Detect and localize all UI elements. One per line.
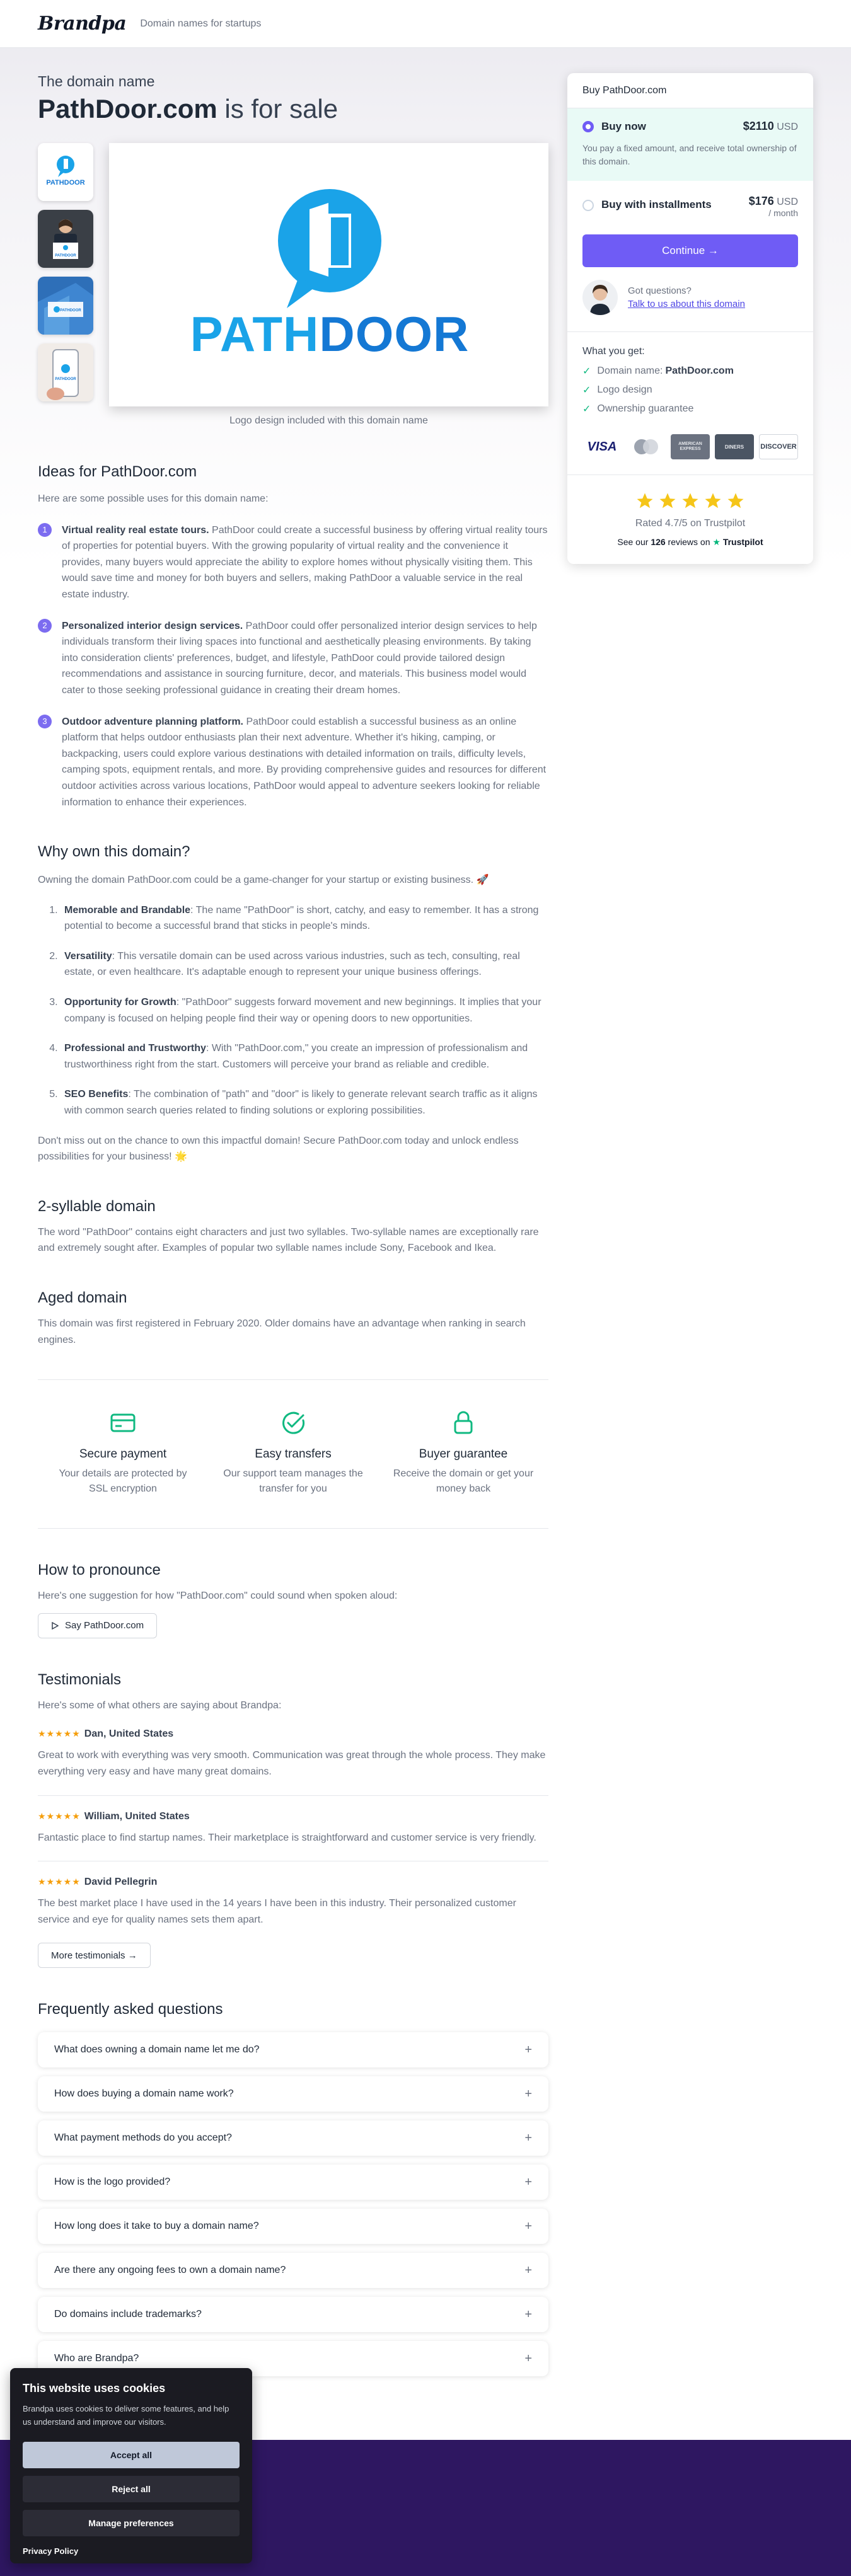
divider	[38, 1528, 548, 1529]
check-icon: ✓	[582, 385, 591, 396]
check-icon: ✓	[582, 366, 591, 377]
trustpilot-rating	[567, 475, 813, 564]
reject-all-button[interactable]: Reject all	[23, 2476, 240, 2502]
cookie-title: This website uses cookies	[23, 2382, 166, 2395]
feature-buyer-guarantee	[378, 1409, 548, 1497]
privacy-policy-link[interactable]: Privacy Policy	[23, 2546, 79, 2556]
pathdoor-logo	[109, 143, 548, 406]
rating-stars: ★★★★★	[38, 1728, 81, 1739]
hero-suffix: is for sale	[217, 94, 339, 124]
plus-icon: +	[524, 2175, 532, 2189]
aged-text: This domain was first registered in February 2020. Older domains have an advantage when ranking in search engines.	[38, 1318, 526, 1345]
feature-desc: Your details are protected by SSL encryption	[59, 1468, 187, 1495]
faq-item[interactable]: What payment methods do you accept? +	[38, 2120, 548, 2156]
feature-desc: Receive the domain or get your money back	[393, 1468, 534, 1495]
get-item: ✓ Domain name: PathDoor.com	[582, 365, 734, 377]
ideas-section	[38, 463, 548, 810]
testimonial-item	[38, 1861, 548, 1943]
buy-panel	[567, 73, 813, 564]
logo-gallery	[38, 143, 548, 439]
buy-now-label: Buy now	[601, 120, 646, 132]
svg-text:PATHDOOR: PATHDOOR	[60, 309, 81, 313]
contact-row	[567, 267, 813, 332]
hero-headline	[38, 94, 548, 124]
payment-methods	[567, 428, 813, 475]
plus-icon: +	[524, 2263, 532, 2277]
thumbnail-person[interactable]	[38, 210, 93, 268]
faq-item[interactable]: Who are Brandpa? +	[38, 2341, 548, 2376]
hero-logo-image	[109, 143, 548, 406]
divider	[38, 1379, 548, 1380]
features-row	[38, 1409, 548, 1497]
testimonial-author: David Pellegrin	[84, 1877, 158, 1888]
accept-all-button[interactable]: Accept all	[23, 2442, 240, 2468]
why-item: 2. Versatility: This versatile domain can be used across various industries, such as tech, consulting, real estate, or even healthcare. It's adaptable enough to represent your unique business offerings.	[61, 948, 548, 980]
testimonials-section	[38, 1671, 548, 1969]
idea-text: Outdoor adventure planning platform. PathDoor could establish a successful business as an online platform that helps outdoor enthusiasts plan their next adventure. Whether it's hiking, camping, or backpacking, users could explore various destinations with detailed information on trails, difficulty levels, camping spots, equipment rentals, and more. By providing comprehensive guides and resources for different outdoor activities across various locations, PathDoor would appeal to adventure seekers looking for reliable information to enhance their experiences.	[62, 716, 547, 808]
feature-secure-payment	[38, 1409, 208, 1497]
thumbnail-logo[interactable]	[38, 143, 93, 201]
plus-icon: +	[524, 2086, 532, 2101]
questions-label: Got questions?	[628, 285, 692, 296]
brand-logo[interactable]: Brandpa	[38, 13, 127, 35]
testimonial-author: William, United States	[84, 1810, 190, 1822]
svg-text:PATHDOOR: PATHDOOR	[190, 306, 470, 362]
ideas-intro: Here are some possible uses for this domain name:	[38, 493, 269, 504]
feature-desc: Our support team manages the transfer for you	[223, 1468, 363, 1495]
pronounce-section	[38, 1561, 548, 1638]
idea-number: 1	[38, 523, 52, 537]
why-item: 4. Professional and Trustworthy: With "PathDoor.com," you create an impression of professionalism and trustworthiness right from the start. Customers will perceive your brand as reliable and credible.	[61, 1040, 548, 1072]
svg-text:PATHDOOR: PATHDOOR	[55, 254, 76, 258]
more-testimonials-button[interactable]: More testimonials →	[38, 1943, 151, 1968]
site-header	[0, 0, 851, 48]
thumbnail-building[interactable]	[38, 277, 93, 335]
aged-section	[38, 1289, 548, 1348]
thumbnail-building-image	[38, 277, 93, 335]
faq-item[interactable]: Are there any ongoing fees to own a domain name? +	[38, 2253, 548, 2288]
trustpilot-star-icon: ★	[712, 537, 721, 547]
check-circle-icon	[279, 1409, 307, 1437]
thumbnail-phone[interactable]	[38, 343, 93, 401]
check-icon: ✓	[582, 404, 591, 415]
star-icon	[681, 492, 700, 510]
buy-now-option[interactable]	[567, 108, 813, 181]
syllable-title: 2-syllable domain	[38, 1197, 156, 1215]
aged-title: Aged domain	[38, 1289, 127, 1306]
pronounce-text: Here's one suggestion for how "PathDoor.com" could sound when spoken aloud:	[38, 1590, 398, 1602]
faq-item[interactable]: How does buying a domain name work? +	[38, 2076, 548, 2112]
plus-icon: +	[524, 2042, 532, 2057]
discover-icon: DISCOVER	[759, 434, 798, 459]
mastercard-icon	[627, 434, 666, 459]
why-item: 5. SEO Benefits: The combination of "path" and "door" is likely to generate relevant search traffic as it aligns with common search queries related to finding solutions or exploring possibilities.	[61, 1086, 548, 1118]
reviews-link[interactable]: See our 126 reviews on ★ Trustpilot	[617, 537, 763, 547]
plus-icon: +	[524, 2307, 532, 2321]
idea-text: Personalized interior design services. PathDoor could offer personalized interior design services to help individuals transform their living spaces into functional and aesthetically pleasing environments. By taking into consideration clients' preferences, budget, and lifestyle, PathDoor could provide tailored design recommendations and assistance in sourcing furniture, decor, and materials. This business model would cater to those seeking professional guidance in creating their dream homes.	[62, 620, 537, 696]
rating-stars	[582, 492, 798, 510]
hero-eyebrow: The domain name	[38, 73, 155, 89]
star-icon	[658, 492, 677, 510]
idea-item	[38, 522, 548, 603]
feature-title: Buyer guarantee	[419, 1447, 508, 1461]
what-you-get	[567, 332, 813, 428]
testimonials-title: Testimonials	[38, 1670, 122, 1688]
svg-text:PATHDOOR: PATHDOOR	[55, 377, 76, 381]
idea-number: 3	[38, 715, 52, 728]
feature-easy-transfers	[208, 1409, 378, 1497]
faq-section	[38, 2001, 548, 2376]
why-item: 1. Memorable and Brandable: The name "PathDoor" is short, catchy, and easy to remember. It has a strong potential to become a successful brand that sticks in people's minds.	[61, 902, 548, 934]
get-item: ✓ Ownership guarantee	[582, 403, 694, 415]
why-intro: Owning the domain PathDoor.com could be a game-changer for your startup or existing business. 🚀	[38, 875, 489, 886]
syllable-section	[38, 1198, 548, 1256]
say-domain-button[interactable]	[38, 1613, 157, 1638]
svg-text:PATHDOOR: PATHDOOR	[46, 179, 85, 187]
plus-icon: +	[524, 2130, 532, 2145]
why-title: Why own this domain?	[38, 843, 190, 861]
visa-icon: VISA	[587, 439, 617, 454]
amex-icon: AMERICAN EXPRESS	[671, 434, 710, 459]
testimonial-item	[38, 1713, 548, 1795]
buy-panel-title: Buy PathDoor.com	[567, 73, 813, 108]
cookie-text: Brandpa uses cookies to deliver some features, and help us understand and improve our visitors.	[23, 2404, 229, 2427]
get-item: ✓ Logo design	[582, 384, 652, 396]
testimonial-text: Fantastic place to find startup names. Their marketplace is straightforward and customer service is very friendly.	[38, 1832, 536, 1843]
why-section	[38, 843, 548, 1165]
brand-tagline: Domain names for startups	[140, 18, 262, 29]
credit-card-icon	[109, 1409, 137, 1437]
syllable-text: The word "PathDoor" contains eight characters and just two syllables. Two-syllable names are exceptionally rare and extremely sought after. Examples of popular two syllable names include Sony, Facebook and Ikea.	[38, 1226, 539, 1254]
plus-icon: +	[524, 2351, 532, 2366]
idea-text: Virtual reality real estate tours. PathDoor could create a successful business by offering virtual reality tours of properties for potential buyers. With the growing popularity of virtual reality and the convenience it provides, many buyers would appreciate the ability to explore homes without physically visiting them. This would save time and money for both buyers and sellers, making PathDoor a valuable service in the real estate industry.	[62, 524, 548, 600]
star-icon	[703, 492, 722, 510]
lock-icon	[449, 1409, 477, 1437]
avatar	[582, 280, 618, 315]
faq-item[interactable]: Do domains include trademarks? +	[38, 2297, 548, 2332]
star-icon	[635, 492, 654, 510]
faq-item[interactable]: What does owning a domain name let me do? +	[38, 2032, 548, 2067]
hero-domain: PathDoor.com	[38, 94, 217, 124]
main-content	[38, 48, 548, 2385]
buy-now-price: $2110 USD	[743, 120, 798, 132]
faq-item[interactable]: How long does it take to buy a domain name? +	[38, 2209, 548, 2244]
why-outro: Don't miss out on the chance to own this impactful domain! Secure PathDoor.com today and unlock endless possibilities for your business! 🌟	[38, 1135, 519, 1163]
rating-stars: ★★★★★	[38, 1877, 81, 1887]
testimonial-item	[38, 1796, 548, 1862]
logo-caption: Logo design included with this domain name	[229, 415, 428, 426]
talk-to-us-link[interactable]: Talk to us about this domain	[628, 299, 745, 309]
say-domain-label: Say PathDoor.com	[65, 1620, 144, 1631]
idea-item	[38, 618, 548, 699]
installments-option[interactable]	[567, 181, 813, 229]
installments-radio[interactable]	[582, 200, 594, 211]
thumbnail-logo-image	[38, 143, 93, 201]
feature-title: Secure payment	[79, 1447, 167, 1461]
play-icon	[51, 1622, 59, 1630]
pronounce-title: How to pronounce	[38, 1561, 161, 1579]
plus-icon: +	[524, 2219, 532, 2233]
testimonials-intro: Here's some of what others are saying about Brandpa:	[38, 1699, 282, 1711]
buy-now-radio[interactable]	[582, 121, 594, 132]
thumbnail-person-image	[38, 210, 93, 268]
star-icon	[726, 492, 745, 510]
why-list	[61, 902, 548, 1119]
continue-button[interactable]: Continue →	[582, 234, 798, 267]
feature-title: Easy transfers	[255, 1447, 332, 1461]
installments-label: Buy with installments	[601, 198, 712, 210]
faq-item[interactable]: How is the logo provided? +	[38, 2165, 548, 2200]
idea-item	[38, 714, 548, 811]
buy-now-desc: You pay a fixed amount, and receive total ownership of this domain.	[582, 143, 797, 166]
testimonial-text: The best market place I have used in the 14 years I have been in this industry. Their personalized customer service and eye for quality names sets them apart.	[38, 1898, 516, 1925]
why-item: 3. Opportunity for Growth: "PathDoor" suggests forward movement and new beginnings. It implies that your company is focused on helping people find their way or opening doors to new opportunities.	[61, 994, 548, 1026]
diners-icon: DINERS	[715, 434, 754, 459]
testimonial-author: Dan, United States	[84, 1728, 174, 1740]
what-you-get-title: What you get:	[582, 346, 645, 357]
ideas-title: Ideas for PathDoor.com	[38, 463, 197, 480]
installments-price: $176 USD / month	[748, 195, 798, 218]
idea-number: 2	[38, 619, 52, 633]
thumbnail-phone-image	[38, 343, 93, 401]
manage-preferences-button[interactable]: Manage preferences	[23, 2510, 240, 2536]
faq-title: Frequently asked questions	[38, 2001, 223, 2018]
testimonial-text: Great to work with everything was very smooth. Communication was great through the whole process. They make everything very easy and have many great domains.	[38, 1750, 546, 1777]
rating-text: Rated 4.7/5 on Trustpilot	[635, 518, 746, 529]
cookie-banner	[10, 2368, 252, 2563]
rating-stars: ★★★★★	[38, 1810, 81, 1821]
